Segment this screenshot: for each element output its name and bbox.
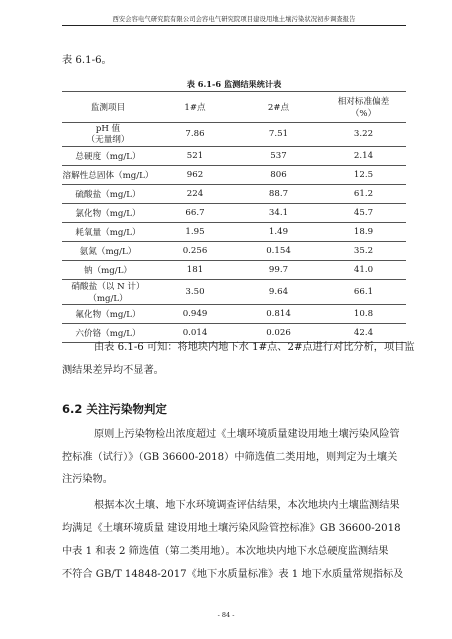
header-point-2: 2#点 [236, 92, 321, 123]
table-caption: 表 6.1-6 监测结果统计表 [186, 79, 282, 89]
table-row [62, 166, 406, 185]
cell-item: 耗氧量（mg/L） [62, 223, 154, 242]
cell-item: 氨氮（mg/L） [62, 242, 154, 261]
cell-rsd: 2.14 [321, 147, 406, 166]
table-row [62, 204, 406, 223]
ph-item-line2: （无量纲） [86, 134, 130, 145]
cell-item [62, 123, 154, 147]
para2-line2: 控标准（试行）》（GB 36600-2018）中筛选值二类用地，则判定为土壤关 [62, 452, 398, 463]
cell-point-2: 99.7 [236, 261, 321, 280]
cell-point-2: 9.64 [236, 280, 321, 305]
cell-item: 溶解性总固体（mg/L） [62, 166, 154, 185]
header-item: 监测项目 [62, 92, 154, 123]
cell-point-2: 0.026 [236, 324, 321, 343]
header-rsd-line2: （%） [350, 109, 377, 119]
section-title: 6.2 关注污染物判定 [62, 402, 167, 416]
cell-point-1: 521 [154, 147, 236, 166]
cell-rsd: 12.5 [321, 166, 406, 185]
table-row [62, 280, 406, 305]
cell-point-2: 1.49 [236, 223, 321, 242]
cell-item: 氟化物（mg/L） [62, 305, 154, 324]
ph-item-line1: pH 值 [95, 123, 121, 134]
cell-point-1: 0.949 [154, 305, 236, 324]
cell-point-1: 1.95 [154, 223, 236, 242]
cell-point-2: 88.7 [236, 185, 321, 204]
cell-point-1: 181 [154, 261, 236, 280]
cell-point-1: 0.256 [154, 242, 236, 261]
para2-line3: 注污染物。 [62, 474, 113, 485]
cell-item: 氯化物（mg/L） [62, 204, 154, 223]
para3-line3: 中表 1 和表 2 筛选值（第二类用地）。本次地块内地下水总硬度监测结果 [62, 546, 389, 557]
table-row [62, 242, 406, 261]
cell-point-2: 7.51 [236, 123, 321, 147]
table-row [62, 123, 406, 147]
cell-rsd: 66.1 [321, 280, 406, 305]
cell-rsd: 35.2 [321, 242, 406, 261]
para1-line2: 测结果差异均不显著。 [62, 365, 164, 376]
para3-line2: 均满足《土壤环境质量 建设用地土壤污染风险管控标准》GB 36600-2018 [62, 523, 401, 534]
running-header: 西安会容电气研究院有限公司会容电气研究院项目建设用地土壤污染状况初步调查报告 [112, 16, 356, 23]
cell-rsd: 41.0 [321, 261, 406, 280]
cell-item: 六价铬（mg/L） [62, 324, 154, 343]
para3-line4: 不符合 GB/T 14848-2017《地下水质量标准》表 1 地下水质量常规指标及 [62, 569, 404, 580]
cell-point-1: 0.014 [154, 324, 236, 343]
cell-point-2: 0.154 [236, 242, 321, 261]
cell-point-1: 962 [154, 166, 236, 185]
cell-point-1: 224 [154, 185, 236, 204]
table-row [62, 261, 406, 280]
cell-point-1: 66.7 [154, 204, 236, 223]
table-row [62, 185, 406, 204]
cell-rsd: 18.9 [321, 223, 406, 242]
header-rsd [321, 92, 406, 123]
para3-line1: 根据本次土壤、地下水环境调查评估结果，本次地块内土壤监测结果 [94, 500, 400, 511]
header-rule [62, 25, 406, 26]
cell-rsd: 10.8 [321, 305, 406, 324]
cell-item: 总硬度（mg/L） [62, 147, 154, 166]
cell-point-2: 34.1 [236, 204, 321, 223]
cell-point-1: 3.50 [154, 280, 236, 305]
table-row [62, 147, 406, 166]
table-row [62, 305, 406, 324]
para2-line1: 原则上污染物检出浓度超过《土壤环境质量建设用地土壤污染风险管 [94, 429, 400, 440]
para1-line1: 由表 6.1-6 可知：将地块内地下水 1#点、2#点进行对比分析，项目监 [94, 342, 415, 353]
cell-point-2: 537 [236, 147, 321, 166]
cell-point-1: 7.86 [154, 123, 236, 147]
header-point-1: 1#点 [154, 92, 236, 123]
cell-item: 硫酸盐（mg/L） [62, 185, 154, 204]
table-header-row [62, 92, 406, 123]
monitoring-results-table [62, 91, 406, 343]
table-row [62, 223, 406, 242]
intro-line: 表 6.1-6。 [62, 55, 112, 66]
cell-item: 硝酸盐（以 N 计）（mg/L） [62, 280, 154, 305]
cell-item: 钠（mg/L） [62, 261, 154, 280]
header-rsd-line1: 相对标准偏差 [337, 97, 390, 107]
cell-rsd: 3.22 [321, 123, 406, 147]
page-number: - 84 - [217, 611, 235, 619]
cell-rsd: 42.4 [321, 324, 406, 343]
cell-rsd: 45.7 [321, 204, 406, 223]
cell-point-2: 0.814 [236, 305, 321, 324]
cell-point-2: 806 [236, 166, 321, 185]
cell-rsd: 61.2 [321, 185, 406, 204]
